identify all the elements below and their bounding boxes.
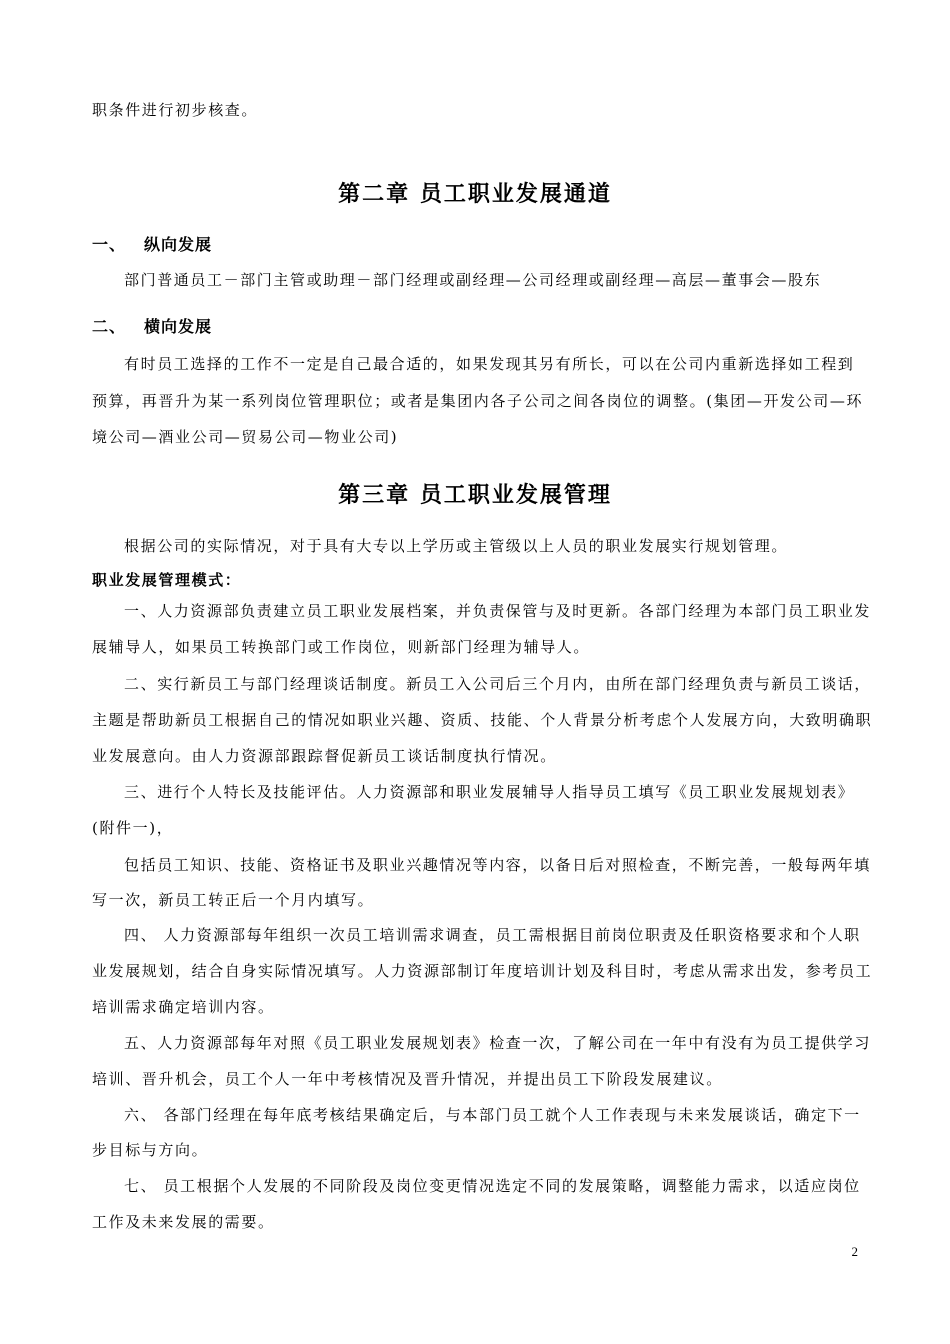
paragraph-line: 预算，再晋升为某一系列岗位管理职位；或者是集团内各子公司之间各岗位的调整。(集团—开发公司—环	[92, 392, 864, 410]
paragraph-line: 境公司—酒业公司—贸易公司—物业公司)	[92, 428, 399, 446]
paragraph-line: 六、 各部门经理在每年底考核结果确定后，与本部门员工就个人工作表现与未来发展谈话，确定下一	[124, 1106, 861, 1124]
paragraph-line: 展辅导人，如果员工转换部门或工作岗位，则新部门经理为辅导人。	[92, 638, 591, 656]
chapter-3-title: 第三章 员工职业发展管理	[338, 482, 612, 508]
subheading-mode: 职业发展管理模式：	[92, 571, 242, 589]
paragraph-line: 步目标与方向。	[92, 1141, 209, 1159]
paragraph-line: 培训需求确定培训内容。	[92, 998, 275, 1016]
paragraph-line: 业发展规划，结合自身实际情况填写。人力资源部制订年度培训计划及科目时，考虑从需求出发，参考员工	[92, 962, 873, 980]
paragraph-line: 业发展意向。由人力资源部跟踪督促新员工谈话制度执行情况。	[92, 747, 557, 765]
paragraph-line: 职条件进行初步核查。	[92, 101, 259, 119]
paragraph-line: (附件一)，	[92, 819, 174, 837]
paragraph-line: 二、实行新员工与部门经理谈话制度。新员工入公司后三个月内，由所在部门经理负责与新员工谈话，	[124, 675, 872, 693]
paragraph-line: 部门普通员工－部门主管或助理－部门经理或副经理—公司经理或副经理—高层—董事会—股东	[124, 271, 822, 289]
paragraph-line: 写一次，新员工转正后一个月内填写。	[92, 891, 375, 909]
paragraph-line: 包括员工知识、技能、资格证书及职业兴趣情况等内容，以备日后对照检查，不断完善，一般每两年填	[124, 856, 872, 874]
paragraph-line: 有时员工选择的工作不一定是自己最合适的，如果发现其另有所长，可以在公司内重新选择如工程到	[124, 355, 855, 373]
section-1-number: 一、	[92, 235, 127, 254]
section-1-heading	[92, 234, 212, 256]
chapter-2-title: 第二章 员工职业发展通道	[338, 181, 612, 207]
page-number: 2	[851, 1244, 858, 1259]
section-2-heading	[92, 316, 212, 338]
paragraph-line: 根据公司的实际情况，对于具有大专以上学历或主管级以上人员的职业发展实行规划管理。	[124, 537, 789, 555]
paragraph-line: 培训、晋升机会，员工个人一年中考核情况及晋升情况，并提出员工下阶段发展建议。	[92, 1070, 723, 1088]
section-2-number: 二、	[92, 317, 127, 336]
paragraph-line: 一、人力资源部负责建立员工职业发展档案，并负责保管与及时更新。各部门经理为本部门员工职业发	[124, 602, 872, 620]
paragraph-line: 主题是帮助新员工根据自己的情况如职业兴趣、资质、技能、个人背景分析考虑个人发展方向，大致明确职	[92, 711, 873, 729]
section-2-title: 横向发展	[144, 317, 213, 336]
paragraph-line: 四、 人力资源部每年组织一次员工培训需求调查，员工需根据目前岗位职责及任职资格要求和个人职	[124, 926, 861, 944]
paragraph-line: 五、人力资源部每年对照《员工职业发展规划表》检查一次，了解公司在一年中有没有为员工提供学习	[124, 1034, 872, 1052]
section-1-title: 纵向发展	[144, 235, 213, 254]
paragraph-line: 工作及未来发展的需要。	[92, 1213, 275, 1231]
paragraph-line: 七、 员工根据个人发展的不同阶段及岗位变更情况选定不同的发展策略，调整能力需求，以适应岗位	[124, 1177, 861, 1195]
paragraph-line: 三、进行个人特长及技能评估。人力资源部和职业发展辅导人指导员工填写《员工职业发展规划表》	[124, 783, 855, 801]
